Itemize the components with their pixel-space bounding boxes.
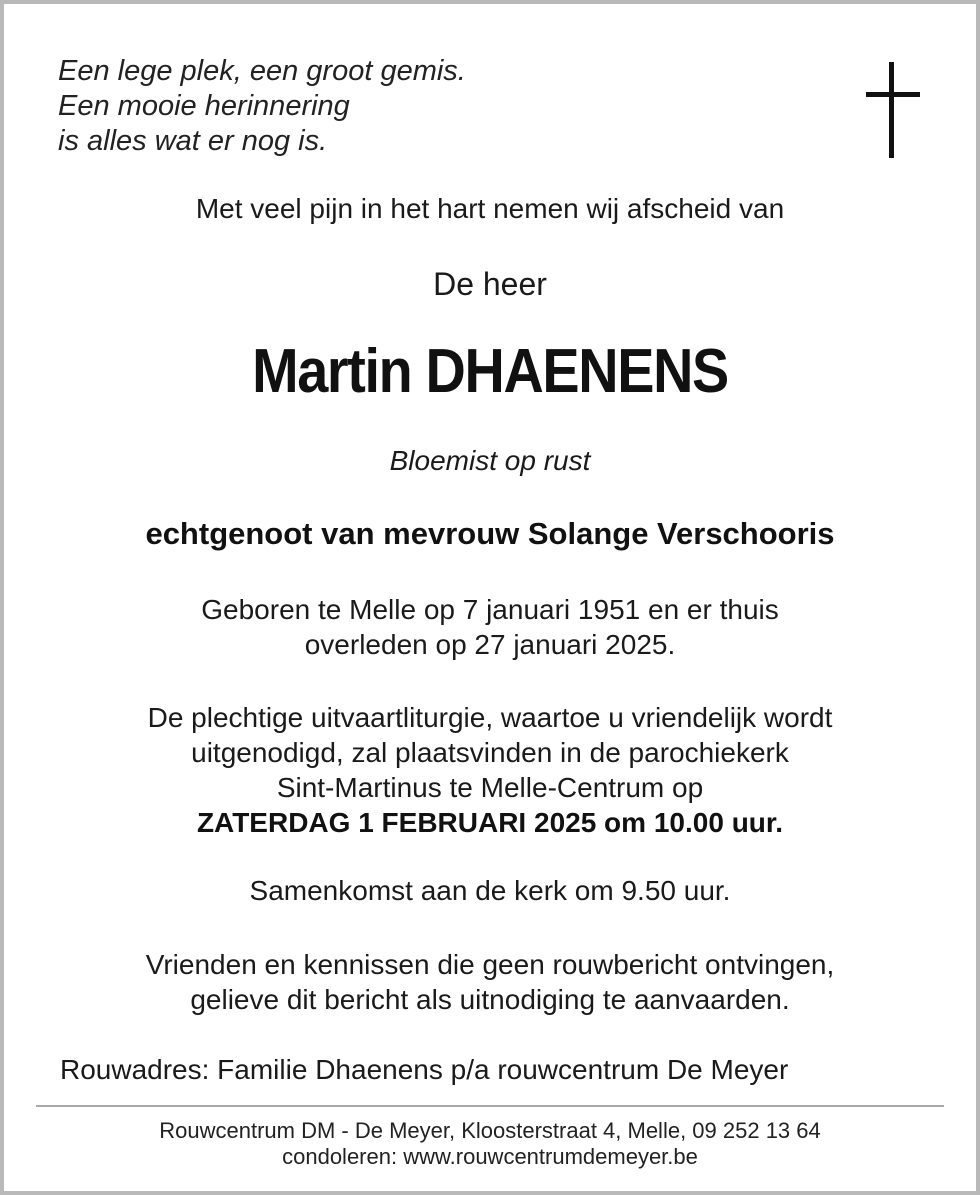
liturgy-info xyxy=(0,700,980,840)
footer xyxy=(0,1118,980,1170)
gathering-info: Samenkomst aan de kerk om 9.50 uur. xyxy=(249,875,731,906)
liturgy-line: De plechtige uitvaartliturgie, waartoe u vriendelijk wordt xyxy=(147,702,833,733)
liturgy-line: Sint-Martinus te Melle-Centrum op xyxy=(276,772,704,803)
intro-text: Met veel pijn in het hart nemen wij afscheid van xyxy=(195,193,785,224)
profession: Bloemist op rust xyxy=(389,445,591,476)
friends-notice xyxy=(0,947,980,1017)
birth-death-info xyxy=(0,592,980,662)
birth-line: Geboren te Melle op 7 januari 1951 en er thuis xyxy=(201,594,779,625)
footer-divider xyxy=(36,1105,944,1107)
honorific-title: De heer xyxy=(433,266,547,302)
friends-line: gelieve dit bericht als uitnodiging te aanvaarden. xyxy=(190,984,790,1015)
spouse-line: echtgenoot van mevrouw Solange Verschooris xyxy=(145,516,835,551)
poem-line: Een lege plek, een groot gemis. xyxy=(58,55,466,87)
poem xyxy=(58,54,466,159)
mourning-address: Rouwadres: Familie Dhaenens p/a rouwcentrum De Meyer xyxy=(60,1054,789,1085)
poem-line: Een mooie herinnering xyxy=(58,90,350,122)
latin-cross-icon xyxy=(866,62,920,158)
funeral-home-info: Rouwcentrum DM - De Meyer, Kloosterstraat 4, Melle, 09 252 13 64 xyxy=(159,1118,821,1143)
liturgy-line: uitgenodigd, zal plaatsvinden in de parochiekerk xyxy=(191,737,789,768)
death-line: overleden op 27 januari 2025. xyxy=(304,629,676,660)
cross-vertical-bar xyxy=(889,62,894,158)
liturgy-datetime: ZATERDAG 1 FEBRUARI 2025 om 10.00 uur. xyxy=(196,807,784,838)
cross-horizontal-bar xyxy=(866,92,920,97)
friends-line: Vrienden en kennissen die geen rouwbericht ontvingen, xyxy=(145,949,835,980)
condolence-website[interactable]: condoleren: www.rouwcentrumdemeyer.be xyxy=(282,1144,698,1169)
deceased-name: Martin DHAENENS xyxy=(252,337,728,406)
poem-line: is alles wat er nog is. xyxy=(58,125,328,157)
